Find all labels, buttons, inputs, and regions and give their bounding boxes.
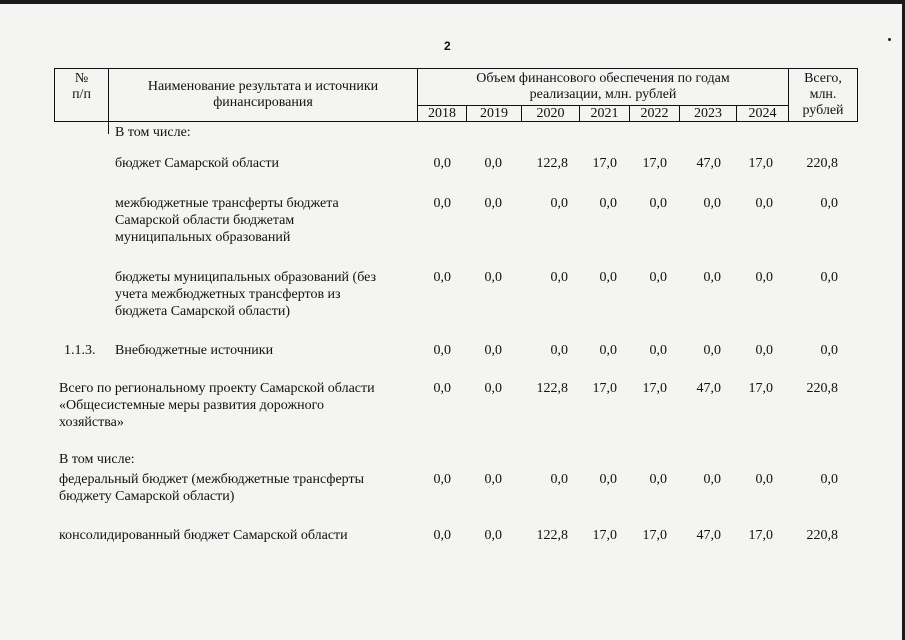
- row-year-value: 17,0: [592, 156, 617, 171]
- header-year: 2024: [748, 106, 777, 121]
- row-year-value: 17,0: [748, 156, 773, 171]
- row-year-value: 0,0: [550, 343, 568, 358]
- row-year-value: 0,0: [649, 270, 667, 285]
- scan-speck: [888, 38, 891, 41]
- row-label: В том числе:: [59, 452, 135, 467]
- row-label: бюджеты муниципальных образований (без учета межбюджетных трансфертов из бюджета Самарской области): [115, 270, 377, 319]
- header-year: 2019: [480, 106, 508, 121]
- row-year-value: 0,0: [755, 270, 773, 285]
- table-column-rule: [108, 122, 109, 134]
- row-year-value: 122,8: [536, 381, 568, 396]
- row-total-value: 220,8: [806, 528, 838, 543]
- row-year-value: 0,0: [433, 156, 451, 171]
- row-total-value: 0,0: [820, 270, 838, 285]
- row-year-value: 47,0: [696, 381, 721, 396]
- row-year-value: 0,0: [484, 381, 502, 396]
- row-year-value: 0,0: [599, 270, 617, 285]
- header-year: 2021: [590, 106, 619, 121]
- page-number: 2: [444, 39, 451, 53]
- row-year-value: 0,0: [599, 472, 617, 487]
- row-year-value: 0,0: [550, 270, 568, 285]
- row-year-value: 122,8: [536, 156, 568, 171]
- row-year-value: 17,0: [748, 528, 773, 543]
- row-total-value: 220,8: [806, 381, 838, 396]
- row-year-value: 17,0: [592, 381, 617, 396]
- row-label: Всего по региональному проекту Самарской области «Общесистемные меры развития дорожного хозяйства»: [59, 381, 375, 430]
- row-year-value: 0,0: [755, 472, 773, 487]
- scan-top-border: [0, 0, 905, 4]
- row-year-value: 122,8: [536, 528, 568, 543]
- header-year: 2023: [694, 106, 722, 121]
- header-year: 2018: [428, 106, 456, 121]
- row-label: межбюджетные трансферты бюджета Самарской области бюджетам муниципальных образований: [115, 196, 339, 245]
- row-year-value: 17,0: [642, 381, 667, 396]
- row-year-value: 17,0: [748, 381, 773, 396]
- row-year-value: 17,0: [592, 528, 617, 543]
- row-year-value: 47,0: [696, 528, 721, 543]
- row-total-value: 220,8: [806, 156, 838, 171]
- row-year-value: 0,0: [433, 196, 451, 211]
- row-label: федеральный бюджет (межбюджетные трансферты бюджету Самарской области): [59, 472, 365, 504]
- row-year-value: 0,0: [703, 196, 721, 211]
- row-year-value: 0,0: [484, 196, 502, 211]
- row-total-value: 0,0: [820, 343, 838, 358]
- table-header: [54, 68, 858, 122]
- row-year-value: 0,0: [755, 343, 773, 358]
- row-year-value: 0,0: [484, 472, 502, 487]
- row-year-value: 0,0: [484, 156, 502, 171]
- row-year-value: 0,0: [649, 343, 667, 358]
- row-year-value: 0,0: [703, 270, 721, 285]
- row-year-value: 17,0: [642, 528, 667, 543]
- row-label: В том числе:: [115, 125, 191, 140]
- row-label: бюджет Самарской области: [115, 156, 279, 171]
- row-year-value: 0,0: [550, 472, 568, 487]
- row-year-value: 47,0: [696, 156, 721, 171]
- row-year-value: 0,0: [703, 343, 721, 358]
- row-year-value: 0,0: [649, 196, 667, 211]
- row-year-value: 0,0: [484, 270, 502, 285]
- row-year-value: 0,0: [649, 472, 667, 487]
- row-year-value: 0,0: [433, 472, 451, 487]
- row-year-value: 17,0: [642, 156, 667, 171]
- row-year-value: 0,0: [433, 381, 451, 396]
- header-total: Всего, млн. рублей: [802, 71, 844, 118]
- row-year-value: 0,0: [484, 528, 502, 543]
- row-year-value: 0,0: [433, 528, 451, 543]
- header-volume: Объем финансового обеспечения по годам реализации, млн. рублей: [476, 71, 730, 102]
- row-year-value: 0,0: [599, 196, 617, 211]
- row-year-value: 0,0: [484, 343, 502, 358]
- header-year: 2020: [536, 106, 565, 121]
- header-year: 2022: [640, 106, 669, 121]
- row-label: консолидированный бюджет Самарской области: [59, 528, 348, 543]
- row-year-value: 0,0: [433, 270, 451, 285]
- row-total-value: 0,0: [820, 472, 838, 487]
- row-label: Внебюджетные источники: [115, 343, 274, 358]
- row-year-value: 0,0: [703, 472, 721, 487]
- row-number: 1.1.3.: [64, 343, 96, 358]
- row-year-value: 0,0: [599, 343, 617, 358]
- row-total-value: 0,0: [820, 196, 838, 211]
- row-year-value: 0,0: [755, 196, 773, 211]
- row-year-value: 0,0: [550, 196, 568, 211]
- row-year-value: 0,0: [433, 343, 451, 358]
- header-num: № п/п: [72, 71, 91, 102]
- header-name: Наименование результата и источники финансирования: [147, 79, 379, 110]
